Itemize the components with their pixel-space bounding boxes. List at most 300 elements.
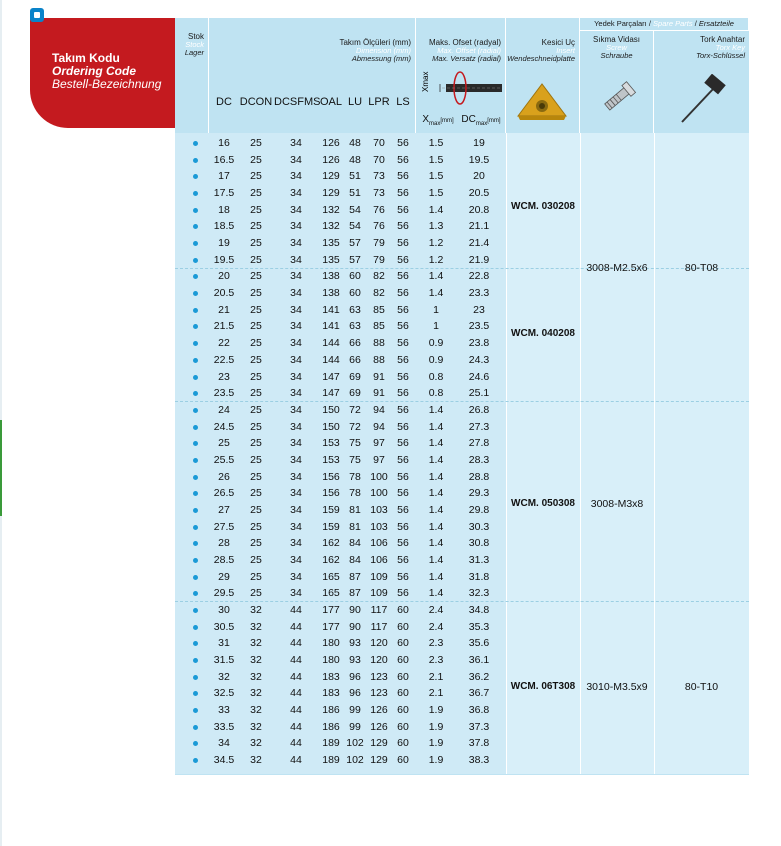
- table-row: [175, 286, 505, 300]
- table-cell: 34: [290, 170, 302, 183]
- table-cell: 30.8: [468, 537, 490, 550]
- table-cell: 1.4: [428, 537, 444, 550]
- table-cell: 27: [218, 503, 230, 516]
- table-cell: 56: [397, 337, 409, 350]
- table-cell: 109: [370, 587, 388, 600]
- table-cell: 37.8: [468, 737, 490, 750]
- stock-dot-icon: [193, 375, 198, 380]
- table-cell: 66: [349, 353, 361, 366]
- table-cell: 44: [290, 637, 302, 650]
- table-cell: 153: [322, 437, 340, 450]
- stock-dot-icon: [193, 341, 198, 346]
- col-xmax: [418, 112, 458, 128]
- table-cell: 44: [290, 687, 302, 700]
- table-cell: 1.4: [428, 587, 444, 600]
- table-cell: 35.3: [468, 620, 490, 633]
- table-cell: 35.6: [468, 637, 490, 650]
- table-row: [175, 236, 505, 250]
- table-cell: 97: [373, 453, 385, 466]
- table-cell: 21.9: [468, 253, 490, 266]
- table-cell: 1.4: [428, 554, 444, 566]
- table-cell: 34: [290, 153, 302, 166]
- table-cell: 51: [349, 170, 361, 183]
- table-cell: 30: [218, 604, 230, 617]
- table-cell: 177: [322, 620, 340, 633]
- col-dc: DC: [216, 96, 232, 108]
- table-cell: 25: [250, 437, 262, 450]
- table-cell: 1.9: [428, 704, 444, 717]
- table-cell: 29: [218, 570, 230, 583]
- table-cell: 34: [290, 520, 302, 533]
- table-cell: 1.2: [428, 237, 444, 250]
- stock-dot-icon: [193, 258, 198, 263]
- table-cell: 34: [290, 137, 302, 149]
- table-cell: 48: [349, 137, 361, 149]
- stock-dot-icon: [193, 274, 198, 279]
- table-cell: 34: [290, 220, 302, 233]
- table-cell: 25: [250, 203, 262, 216]
- table-cell: 25: [250, 470, 262, 483]
- table-cell: 44: [290, 720, 302, 733]
- table-row: [175, 203, 505, 217]
- table-cell: 54: [349, 203, 361, 216]
- table-cell: 2.3: [428, 654, 444, 667]
- table-row: [175, 353, 505, 367]
- table-cell: 16.5: [213, 153, 235, 166]
- stock-dot-icon: [193, 658, 198, 663]
- table-cell: 100: [370, 487, 388, 500]
- table-cell: 60: [397, 620, 409, 633]
- table-cell: 25: [250, 253, 262, 266]
- table-cell: 34: [290, 253, 302, 266]
- table-cell: 126: [322, 137, 340, 149]
- table-cell: 25: [250, 554, 262, 566]
- table-cell: 25: [250, 137, 262, 149]
- table-cell: 123: [370, 687, 388, 700]
- table-cell: 60: [397, 737, 409, 750]
- table-cell: 32: [250, 704, 262, 717]
- table-row: [175, 536, 505, 550]
- table-cell: 1.4: [428, 270, 444, 283]
- table-cell: 31.3: [468, 554, 490, 566]
- table-cell: 81: [349, 503, 361, 516]
- table-row: [175, 269, 505, 283]
- table-cell: 103: [370, 503, 388, 516]
- table-cell: 144: [322, 337, 340, 350]
- col-lu: LU: [347, 96, 363, 108]
- dimensions-header: [209, 18, 416, 133]
- ordering-code-en: Ordering Code: [52, 64, 137, 78]
- col-dcmax: [458, 112, 504, 128]
- dcmax-sub: max: [475, 121, 488, 127]
- bookmark-icon: [30, 8, 44, 22]
- insert-code: WCM. 050308: [511, 498, 575, 509]
- screw-column: [580, 133, 654, 774]
- table-cell: 21.4: [468, 237, 490, 250]
- table-row: [175, 586, 505, 600]
- table-cell: 177: [322, 604, 340, 617]
- table-cell: 183: [322, 670, 340, 683]
- table-cell: 30.5: [213, 620, 235, 633]
- table-cell: 2.1: [428, 670, 444, 683]
- table-cell: 56: [397, 153, 409, 166]
- table-cell: 56: [397, 437, 409, 450]
- table-cell: 1.5: [428, 153, 444, 166]
- table-row: [175, 736, 505, 750]
- table-cell: 51: [349, 187, 361, 200]
- table-cell: 23.5: [468, 320, 490, 333]
- stock-dot-icon: [193, 224, 198, 229]
- table-cell: 24.6: [468, 370, 490, 383]
- table-cell: 25: [250, 587, 262, 600]
- table-cell: 22.5: [213, 353, 235, 366]
- table-cell: 2.1: [428, 687, 444, 700]
- key-header-tr: Tork Anahtar: [700, 35, 745, 44]
- table-cell: 22: [218, 337, 230, 350]
- col-dcsfms: DCSFMS: [274, 96, 321, 108]
- table-cell: 141: [322, 320, 340, 333]
- table-cell: 20: [218, 270, 230, 283]
- table-cell: 1.4: [428, 203, 444, 216]
- stock-dot-icon: [193, 591, 198, 596]
- group-divider: [175, 601, 749, 602]
- table-cell: 120: [370, 637, 388, 650]
- table-cell: 79: [373, 237, 385, 250]
- dimensions-header-tr: Takım Ölçüleri (mm): [339, 38, 411, 47]
- table-cell: 56: [397, 270, 409, 283]
- stock-dot-icon: [193, 158, 198, 163]
- stock-dot-icon: [193, 741, 198, 746]
- table-cell: 34.5: [213, 754, 235, 767]
- insert-column: [506, 133, 580, 774]
- table-cell: 60: [397, 720, 409, 733]
- table-cell: 56: [397, 237, 409, 250]
- table-cell: 103: [370, 520, 388, 533]
- table-cell: 106: [370, 554, 388, 566]
- table-cell: 32.3: [468, 587, 490, 600]
- table-cell: 25: [250, 187, 262, 200]
- table-cell: 73: [373, 170, 385, 183]
- table-cell: 54: [349, 220, 361, 233]
- table-row: [175, 520, 505, 534]
- table-row: [175, 420, 505, 434]
- table-cell: 138: [322, 270, 340, 283]
- spare-parts-header: Yedek Parçaları / Spare Parts / Ersatzteile: [580, 18, 748, 30]
- table-cell: 56: [397, 537, 409, 550]
- table-cell: 156: [322, 487, 340, 500]
- table-cell: 56: [397, 554, 409, 566]
- table-cell: 25: [250, 570, 262, 583]
- col-oal: OAL: [319, 96, 342, 108]
- table-cell: 25: [250, 170, 262, 183]
- stock-dot-icon: [193, 191, 198, 196]
- table-cell: 109: [370, 570, 388, 583]
- table-cell: 129: [322, 187, 340, 200]
- table-cell: 28.5: [213, 554, 235, 566]
- stock-dot-icon: [193, 758, 198, 763]
- table-cell: 1.4: [428, 437, 444, 450]
- stock-dot-icon: [193, 208, 198, 213]
- table-row: [175, 486, 505, 500]
- table-cell: 102: [346, 737, 364, 750]
- table-cell: 84: [349, 537, 361, 550]
- table-cell: 97: [373, 437, 385, 450]
- table-cell: 129: [370, 737, 388, 750]
- table-cell: 25: [250, 537, 262, 550]
- table-cell: 34: [290, 537, 302, 550]
- table-row: [175, 453, 505, 467]
- table-cell: 2.4: [428, 620, 444, 633]
- table-cell: 24: [218, 403, 230, 416]
- table-cell: 153: [322, 453, 340, 466]
- insert-image-icon: [512, 80, 572, 124]
- table-cell: 93: [349, 637, 361, 650]
- table-bottom-line: [175, 774, 749, 775]
- stock-dot-icon: [193, 691, 198, 696]
- table-cell: 30.3: [468, 520, 490, 533]
- table-cell: 56: [397, 320, 409, 333]
- table-cell: 63: [349, 320, 361, 333]
- table-cell: 76: [373, 203, 385, 216]
- table-cell: 57: [349, 253, 361, 266]
- stock-dot-icon: [193, 575, 198, 580]
- table-cell: 31.8: [468, 570, 490, 583]
- stock-dot-icon: [193, 174, 198, 179]
- table-cell: 1.4: [428, 403, 444, 416]
- table-cell: 37.3: [468, 720, 490, 733]
- ordering-code-tr: Takım Kodu: [52, 51, 120, 65]
- stock-dot-icon: [193, 324, 198, 329]
- table-cell: 189: [322, 754, 340, 767]
- table-cell: 60: [397, 754, 409, 767]
- table-cell: 117: [370, 604, 388, 617]
- table-cell: 60: [397, 704, 409, 717]
- table-cell: 33: [218, 704, 230, 717]
- table-cell: 34: [290, 570, 302, 583]
- stock-dot-icon: [193, 708, 198, 713]
- table-cell: 99: [349, 720, 361, 733]
- table-cell: 91: [373, 387, 385, 400]
- table-cell: 16: [218, 137, 230, 149]
- table-cell: 1.2: [428, 253, 444, 266]
- table-cell: 78: [349, 487, 361, 500]
- table-cell: 29.5: [213, 587, 235, 600]
- spare-header-de: Ersatzteile: [698, 19, 734, 28]
- table-cell: 72: [349, 420, 361, 433]
- screw-code: 3008-M2.5x6: [586, 262, 648, 274]
- table-cell: 36.7: [468, 687, 490, 700]
- table-cell: 34: [290, 387, 302, 400]
- table-cell: 28.8: [468, 470, 490, 483]
- table-row: [175, 636, 505, 650]
- table-row: [175, 753, 505, 767]
- table-cell: 56: [397, 303, 409, 316]
- table-cell: 56: [397, 370, 409, 383]
- table-cell: 96: [349, 687, 361, 700]
- table-cell: 20: [473, 170, 485, 183]
- table-cell: 123: [370, 670, 388, 683]
- xmax-diagram-label: Xmax: [421, 71, 430, 92]
- col-dcon: DCON: [239, 96, 273, 108]
- table-cell: 19.5: [468, 153, 490, 166]
- table-cell: 56: [397, 220, 409, 233]
- table-row: [175, 686, 505, 700]
- table-row: [175, 603, 505, 617]
- table-cell: 34: [290, 554, 302, 566]
- table-cell: 88: [373, 353, 385, 366]
- table-cell: 69: [349, 387, 361, 400]
- table-cell: 147: [322, 387, 340, 400]
- stock-dot-icon: [193, 675, 198, 680]
- table-cell: 31: [218, 637, 230, 650]
- table-row: [175, 169, 505, 183]
- table-cell: 87: [349, 587, 361, 600]
- table-cell: 25: [250, 337, 262, 350]
- table-cell: 1.4: [428, 503, 444, 516]
- table-cell: 36.2: [468, 670, 490, 683]
- stock-dot-icon: [193, 358, 198, 363]
- stock-dot-icon: [193, 441, 198, 446]
- offset-header-tr: Maks. Ofset (radyal): [428, 38, 501, 47]
- table-cell: 60: [397, 670, 409, 683]
- stock-dot-icon: [193, 308, 198, 313]
- table-cell: 1.9: [428, 737, 444, 750]
- insert-code: WCM. 06T308: [510, 681, 576, 692]
- table-cell: 19: [218, 237, 230, 250]
- stock-dot-icon: [193, 475, 198, 480]
- table-cell: 20.5: [468, 187, 490, 200]
- table-cell: 96: [349, 670, 361, 683]
- table-cell: 1.4: [428, 520, 444, 533]
- table-cell: 147: [322, 370, 340, 383]
- table-cell: 34: [218, 737, 230, 750]
- table-cell: 32: [250, 654, 262, 667]
- table-cell: 21: [218, 303, 230, 316]
- table-cell: 1.4: [428, 570, 444, 583]
- table-cell: 162: [322, 537, 340, 550]
- table-cell: 73: [373, 187, 385, 200]
- table-cell: 70: [373, 137, 385, 149]
- table-cell: 88: [373, 337, 385, 350]
- stock-dot-icon: [193, 608, 198, 613]
- table-cell: 0.9: [428, 337, 444, 350]
- table-cell: 44: [290, 670, 302, 683]
- table-cell: 34: [290, 453, 302, 466]
- table-row: [175, 319, 505, 333]
- stock-dot-icon: [193, 425, 198, 430]
- table-cell: 34.8: [468, 604, 490, 617]
- table-cell: 82: [373, 270, 385, 283]
- table-cell: 56: [397, 403, 409, 416]
- key-code: 80-T08: [684, 262, 719, 274]
- table-cell: 63: [349, 303, 361, 316]
- table-cell: 32: [250, 604, 262, 617]
- stock-dot-icon: [193, 641, 198, 646]
- table-cell: 186: [322, 704, 340, 717]
- table-cell: 85: [373, 320, 385, 333]
- table-row: [175, 136, 505, 150]
- table-cell: 56: [397, 503, 409, 516]
- stock-dot-icon: [193, 458, 198, 463]
- screw-image-icon: [596, 76, 640, 120]
- table-cell: 17: [218, 170, 230, 183]
- table-cell: 150: [322, 403, 340, 416]
- table-cell: 18.5: [213, 220, 235, 233]
- table-cell: 84: [349, 554, 361, 566]
- table-cell: 93: [349, 654, 361, 667]
- table-cell: 60: [397, 604, 409, 617]
- table-cell: 22.8: [468, 270, 490, 283]
- ordering-code-de: Bestell-Bezeichnung: [52, 77, 162, 91]
- table-cell: 162: [322, 554, 340, 566]
- table-cell: 34: [290, 353, 302, 366]
- table-cell: 56: [397, 420, 409, 433]
- table-cell: 87: [349, 570, 361, 583]
- table-cell: 90: [349, 604, 361, 617]
- table-cell: 34: [290, 487, 302, 500]
- table-cell: 25.1: [468, 387, 490, 400]
- table-cell: 44: [290, 654, 302, 667]
- table-cell: 94: [373, 403, 385, 416]
- table-cell: 23.3: [468, 287, 490, 300]
- table-cell: 27.5: [213, 520, 235, 533]
- table-cell: 29.3: [468, 487, 490, 500]
- insert-header-en: Insert: [556, 46, 575, 55]
- table-cell: 1.4: [428, 470, 444, 483]
- spare-header-en: Spare Parts: [653, 19, 693, 28]
- table-row: [175, 553, 505, 567]
- table-cell: 56: [397, 187, 409, 200]
- table-cell: 60: [349, 270, 361, 283]
- table-cell: 0.9: [428, 353, 444, 366]
- table-cell: 56: [397, 487, 409, 500]
- table-cell: 69: [349, 370, 361, 383]
- table-cell: 25: [250, 420, 262, 433]
- table-cell: 34: [290, 437, 302, 450]
- table-cell: 23.5: [213, 387, 235, 400]
- stock-dot-icon: [193, 241, 198, 246]
- screw-code: 3010-M3.5x9: [586, 681, 648, 693]
- table-cell: 1: [433, 303, 439, 316]
- table-cell: 27.3: [468, 420, 490, 433]
- table-cell: 56: [397, 520, 409, 533]
- table-cell: 32: [218, 670, 230, 683]
- table-cell: 70: [373, 153, 385, 166]
- table-cell: 17.5: [213, 187, 235, 200]
- table-cell: 1.9: [428, 720, 444, 733]
- table-cell: 34: [290, 270, 302, 283]
- stock-header: [175, 18, 209, 133]
- table-cell: 132: [322, 220, 340, 233]
- table-cell: 56: [397, 253, 409, 266]
- table-cell: 25: [250, 403, 262, 416]
- table-cell: 21.1: [468, 220, 490, 233]
- table-cell: 56: [397, 137, 409, 149]
- stock-dot-icon: [193, 291, 198, 296]
- table-cell: 34: [290, 187, 302, 200]
- table-cell: 34: [290, 470, 302, 483]
- insert-header-tr: Kesici Uç: [541, 38, 575, 47]
- table-cell: 180: [322, 637, 340, 650]
- table-row: [175, 670, 505, 684]
- table-cell: 25: [250, 303, 262, 316]
- xmax-unit: [mm]: [440, 118, 454, 124]
- table-cell: 165: [322, 587, 340, 600]
- insert-code: WCM. 030208: [511, 201, 575, 212]
- table-cell: 129: [370, 754, 388, 767]
- table-row: [175, 470, 505, 484]
- table-cell: 26: [218, 470, 230, 483]
